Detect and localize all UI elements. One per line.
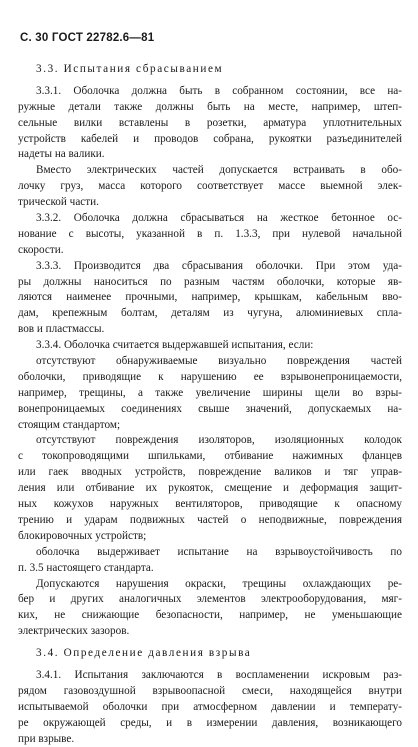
paragraph xyxy=(18,338,402,354)
text-line: 3.3.2. Оболочка должна сбрасываться на жесткое бетонное ос- xyxy=(36,212,402,225)
text-line: электрических зазоров. xyxy=(18,625,130,638)
document-body xyxy=(18,62,402,747)
text-line: испытываемой оболочки при атмосферном давлении и температу- xyxy=(18,700,402,713)
page-header: С. 30 ГОСТ 22782.6—81 xyxy=(20,32,155,44)
text-line: устройств кабелей и проводов собрана, рукоятки разъединителей xyxy=(18,132,402,145)
text-line: дам, крепежным болтам, деталям из чугуна, алюминиевых спла- xyxy=(18,307,402,320)
text-line: п. 3.5 настоящего стандарта. xyxy=(18,561,154,574)
text-line: блокировочных устройств; xyxy=(18,529,147,542)
text-line: оболочки, приводящие к нарушению ее взрывонепроницаемости, xyxy=(18,370,402,383)
text-line: ре окружающей среды, и в измерении давления, возникающего xyxy=(18,716,402,729)
text-line: вонепроницаемых соединениях свыше значений, допускаемых на- xyxy=(18,402,402,415)
text-line: нование с высоты, указанной в п. 1.3.3, при нулевой начальной xyxy=(18,227,402,240)
paragraph xyxy=(18,84,402,163)
text-line: ры должны наноситься по разным частям оболочки, которые яв- xyxy=(18,275,402,288)
text-line: бер и других аналогичных элементов электрооборудования, мяг- xyxy=(18,593,402,606)
text-line: 3.3.3. Производится два сбрасывания оболочки. При этом уда- xyxy=(36,259,402,272)
text-line: 3.4.1. Испытания заключаются в воспламенении искровым раз- xyxy=(36,668,402,681)
text-line: ления или отбивание их рукояток, смещение и деформация защит- xyxy=(18,482,402,495)
paragraph xyxy=(18,545,402,577)
paragraph xyxy=(18,433,402,544)
text-line: при взрыве. xyxy=(18,732,75,745)
text-line: ляются наименее прочными, например, крышкам, кабельным вво- xyxy=(18,291,402,304)
text-line: ружные детали также должны быть на месте, например, штеп- xyxy=(18,100,402,113)
text-line: трению и ударам подвижных частей о неподвижные, повреждения xyxy=(18,513,402,526)
paragraph xyxy=(18,163,402,211)
text-line: лочку груз, масса которого соответствует массе выемной элек- xyxy=(18,180,402,193)
text-line: с токопроводящими шпильками, отбивание нажимных фланцев xyxy=(18,450,402,463)
text-line: 3.3. Испытания сбрасыванием xyxy=(36,63,224,75)
text-line: отсутствуют повреждения изоляторов, изоляционных колодок xyxy=(36,434,402,447)
text-line: Вместо электрических частей допускается встраивать в обо- xyxy=(36,164,402,177)
text-line: вов и пластмассы. xyxy=(18,323,105,336)
text-line: отсутствуют обнаруживаемые визуально повреждения частей xyxy=(36,355,402,368)
paragraph xyxy=(18,577,402,641)
text-line: ких, не снижающие безопасности, например, не уменьшающие xyxy=(18,609,402,622)
text-line: надеты на валики. xyxy=(18,148,105,161)
section-heading xyxy=(18,646,402,662)
text-line: ных кожухов наружных вентиляторов, приводящие к опасному xyxy=(18,498,402,511)
text-line: трической части. xyxy=(18,196,99,209)
text-line: скорости. xyxy=(18,243,64,256)
text-line: 3.3.1. Оболочка должна быть в собранном состоянии, все на- xyxy=(36,84,402,97)
text-line: стоящим стандартом; xyxy=(18,418,121,431)
paragraph xyxy=(18,211,402,259)
text-line: или гаек вводных устройств, повреждение валиков и тяг управ- xyxy=(18,466,402,479)
text-line: например, трещины, а также увеличение ширины щели во взры- xyxy=(18,386,402,399)
paragraph xyxy=(18,668,402,747)
text-line: Допускаются нарушения окраски, трещины охлаждающих ре- xyxy=(36,577,402,590)
text-line: рядом газовоздушной взрывоопасной смеси, находящейся внутри xyxy=(18,684,402,697)
text-line: оболочка выдерживает испытание на взрывоустойчивость по xyxy=(36,545,402,558)
section-heading xyxy=(18,62,402,78)
paragraph xyxy=(18,354,402,433)
text-line: 3.4. Определение давления взрыва xyxy=(36,647,252,660)
paragraph xyxy=(18,259,402,338)
text-line: сельные вилки вставлены в розетки, арматура уплотнительных xyxy=(18,116,402,129)
text-line: 3.3.4. Оболочка считается выдержавшей испытания, если: xyxy=(36,339,314,352)
